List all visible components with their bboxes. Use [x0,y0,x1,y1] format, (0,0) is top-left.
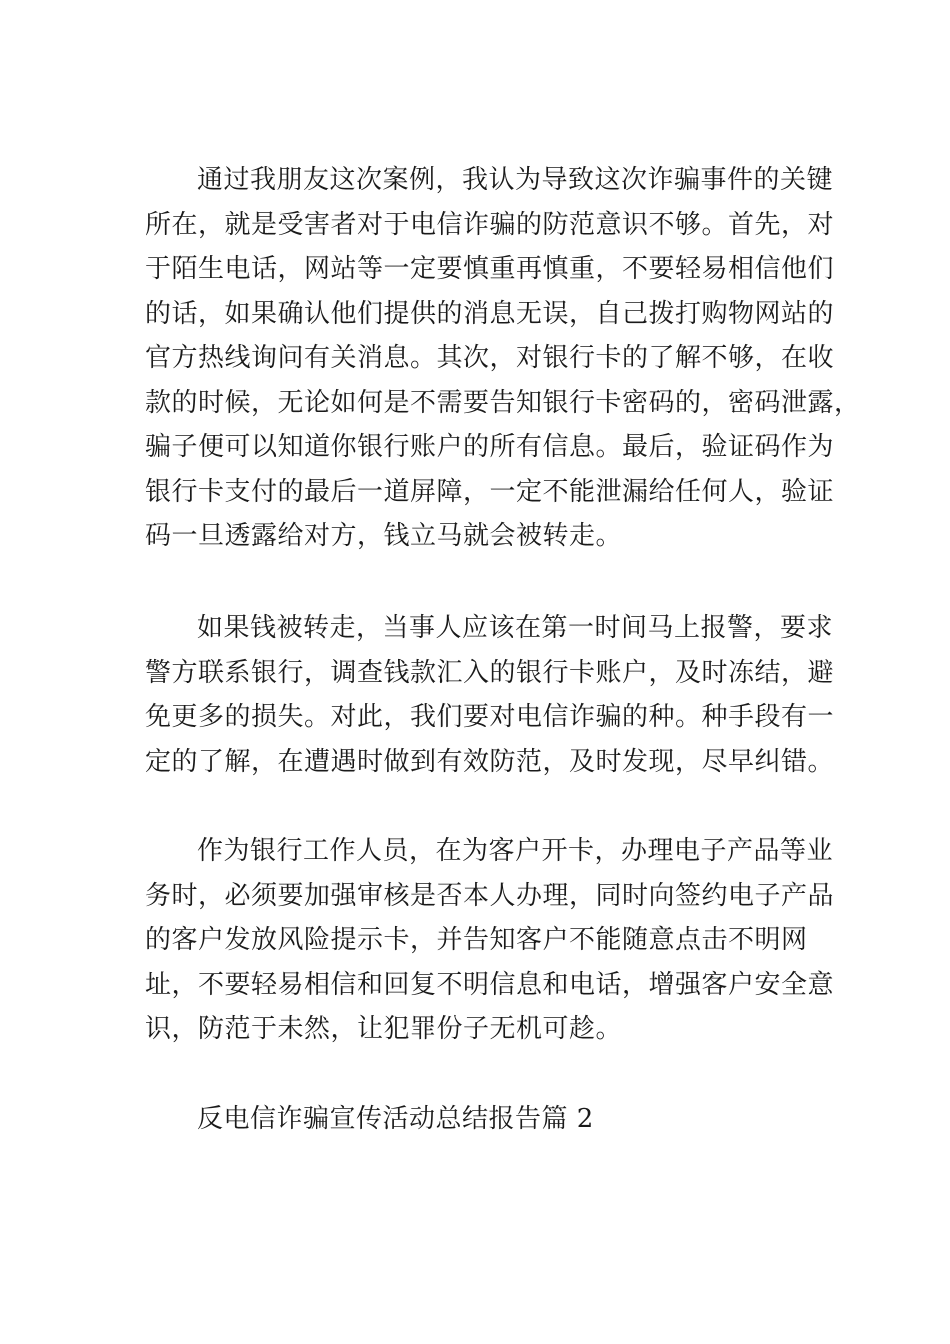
text-line: 务时，必须要加强审核是否本人办理，同时向签约电子产品 [145,880,835,911]
text-line: 的话，如果确认他们提供的消息无误，自己拨打购物网站的 [145,298,835,329]
text-line: 的客户发放风险提示卡，并告知客户不能随意点击不明网 [145,925,808,955]
text-line: 识，防范于未然，让犯罪份子无机可趁。 [145,1014,623,1044]
text-line: 银行卡支付的最后一道屏障，一定不能泄漏给任何人，验证 [145,476,835,507]
text-line: 款的时候，无论如何是不需要告知银行卡密码的，密码泄露， [145,387,861,418]
text-line: 骗子便可以知道你银行账户的所有信息。最后，验证码作为 [145,432,835,462]
text-line: 免更多的损失。对此，我们要对电信诈骗的种。种手段有一 [145,702,835,732]
paragraph-case-analysis [145,158,861,559]
text-line: 所在，就是受害者对于电信诈骗的防范意识不够。首先，对 [145,209,835,240]
text-line: 码一旦透露给对方，钱立马就会被转走。 [145,521,623,551]
text-line: 官方热线询问有关消息。其次，对银行卡的了解不够，在收 [145,343,835,373]
text-line: 反电信诈骗宣传活动总结报告篇 2 [197,1104,594,1134]
text-line: 定的了解，在遭遇时做到有效防范，及时发现，尽早纠错。 [145,746,835,777]
text-line: 警方联系银行，调查钱款汇入的银行卡账户，及时冻结，避 [145,657,835,688]
text-line: 于陌生电话，网站等一定要慎重再慎重，不要轻易相信他们 [145,254,835,284]
text-line: 作为银行工作人员，在为客户开卡，办理电子产品等业 [197,836,834,866]
section-heading [145,1097,807,1142]
paragraph-after-transfer [145,606,835,784]
text-line: 址，不要轻易相信和回复不明信息和电话，增强客户安全意 [145,969,835,1000]
text-line: 通过我朋友这次案例，我认为导致这次诈骗事件的关键 [197,165,834,195]
paragraph-bank-staff [145,829,835,1052]
text-line: 如果钱被转走，当事人应该在第一时间马上报警，要求 [197,613,834,643]
